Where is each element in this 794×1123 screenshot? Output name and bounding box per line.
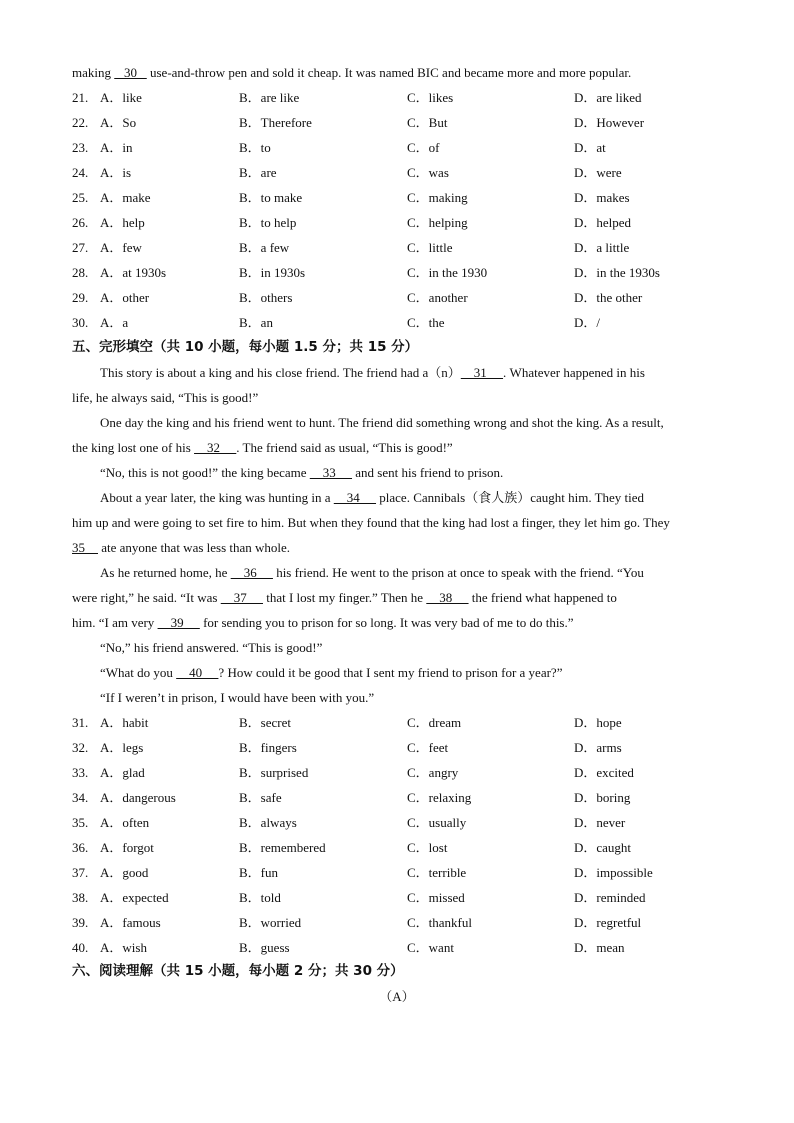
- option-b: B．secret: [239, 715, 291, 730]
- question-number: 29.: [72, 290, 89, 305]
- option-b: B．an: [239, 315, 273, 330]
- option-d: D．mean: [574, 940, 625, 955]
- blank-34: 34: [333, 490, 377, 505]
- option-c: C．relaxing: [407, 790, 472, 805]
- option-b: B．to: [239, 140, 271, 155]
- option-a: A．like: [100, 90, 142, 105]
- paragraph-line: were right,” he said. “It was 37 that I lost my finger.” Then he 38 the friend what happened to: [72, 590, 617, 605]
- option-a: A．at 1930s: [100, 265, 167, 280]
- question-number: 22.: [72, 115, 89, 130]
- option-d: D．excited: [574, 765, 634, 780]
- option-d: D．never: [574, 815, 626, 830]
- passage-label: （A）: [379, 989, 415, 1004]
- option-d: D．caught: [574, 840, 632, 855]
- question-number: 28.: [72, 265, 89, 280]
- option-d: D．impossible: [574, 865, 653, 880]
- option-c: C．in the 1930: [407, 265, 488, 280]
- option-b: B．in 1930s: [239, 265, 306, 280]
- option-a: A．good: [100, 865, 149, 880]
- question-number: 35.: [72, 815, 89, 830]
- option-a: A．famous: [100, 915, 161, 930]
- paragraph-line: “No, this is not good!” the king became 33 and sent his friend to prison.: [100, 465, 504, 480]
- option-a: A．glad: [100, 765, 145, 780]
- option-d: D．arms: [574, 740, 622, 755]
- option-d: D．helped: [574, 215, 632, 230]
- paragraph-line: One day the king and his friend went to hunt. The friend did something wrong and shot the king. As a result,: [100, 415, 664, 430]
- option-c: C．angry: [407, 765, 459, 780]
- question-number: 39.: [72, 915, 89, 930]
- option-a: A．few: [100, 240, 142, 255]
- option-d: D．reminded: [574, 890, 646, 905]
- option-c: C．thankful: [407, 915, 472, 930]
- paragraph-line: This story is about a king and his close friend. The friend had a（n） 31 . Whatever happened in his: [100, 365, 645, 380]
- option-b: B．fun: [239, 865, 279, 880]
- question-number: 32.: [72, 740, 89, 755]
- option-b: B．remembered: [239, 840, 326, 855]
- option-d: D．a little: [574, 240, 630, 255]
- option-d: D．the other: [574, 290, 643, 305]
- option-c: C．missed: [407, 890, 465, 905]
- paragraph-line: life, he always said, “This is good!”: [72, 390, 259, 405]
- question-number: 30.: [72, 315, 89, 330]
- paragraph-line: “No,” his friend answered. “This is good!”: [100, 640, 323, 655]
- option-a: A．So: [100, 115, 137, 130]
- option-b: B．told: [239, 890, 281, 905]
- option-b: B．a few: [239, 240, 290, 255]
- blank-32: 32: [194, 440, 237, 455]
- option-d: D．at: [574, 140, 606, 155]
- blank-38: 38: [426, 590, 469, 605]
- blank-30: 30: [114, 65, 147, 80]
- option-c: C．want: [407, 940, 454, 955]
- question-number: 38.: [72, 890, 89, 905]
- option-a: A．legs: [100, 740, 144, 755]
- paragraph-line: 35 ate anyone that was less than whole.: [72, 540, 291, 555]
- option-d: D．in the 1930s: [574, 265, 660, 280]
- option-c: C．another: [407, 290, 468, 305]
- option-d: D．boring: [574, 790, 631, 805]
- option-c: C．But: [407, 115, 448, 130]
- option-d: D．makes: [574, 190, 630, 205]
- option-d: D．/: [574, 315, 601, 330]
- option-a: A．expected: [100, 890, 169, 905]
- option-d: D．hope: [574, 715, 622, 730]
- option-b: B．Therefore: [239, 115, 312, 130]
- question-number: 34.: [72, 790, 89, 805]
- paragraph-line: him. “I am very 39 for sending you to prison for so long. It was very bad of me to do this.”: [72, 615, 574, 630]
- option-d: D．However: [574, 115, 645, 130]
- option-c: C．was: [407, 165, 449, 180]
- section-5-heading: 五、完形填空（共 10 小题，每小题 1.5 分；共 15 分）: [72, 339, 419, 355]
- question-number: 27.: [72, 240, 89, 255]
- option-b: B．safe: [239, 790, 282, 805]
- option-c: C．likes: [407, 90, 454, 105]
- option-b: B．are like: [239, 90, 300, 105]
- option-b: B．to make: [239, 190, 303, 205]
- option-a: A．wish: [100, 940, 147, 955]
- option-b: B．others: [239, 290, 293, 305]
- blank-37: 37: [220, 590, 263, 605]
- option-c: C．lost: [407, 840, 448, 855]
- paragraph-line: “What do you 40 ? How could it be good that I sent my friend to prison for a year?”: [100, 665, 563, 680]
- option-a: A．make: [100, 190, 151, 205]
- option-c: C．usually: [407, 815, 467, 830]
- option-a: A．in: [100, 140, 133, 155]
- question-number: 33.: [72, 765, 89, 780]
- option-a: A．is: [100, 165, 132, 180]
- option-c: C．terrible: [407, 865, 467, 880]
- option-c: C．the: [407, 315, 445, 330]
- option-a: A．other: [100, 290, 150, 305]
- option-a: A．help: [100, 215, 145, 230]
- question-number: 40.: [72, 940, 89, 955]
- option-c: C．little: [407, 240, 453, 255]
- question-number: 24.: [72, 165, 89, 180]
- option-b: B．worried: [239, 915, 302, 930]
- option-c: C．helping: [407, 215, 468, 230]
- blank-31: 31: [460, 365, 504, 380]
- option-b: B．surprised: [239, 765, 309, 780]
- question-number: 36.: [72, 840, 89, 855]
- option-b: B．to help: [239, 215, 297, 230]
- blank-35: 35: [72, 540, 98, 555]
- paragraph-line: As he returned home, he 36 his friend. He went to the prison at once to speak with the friend. “You: [100, 565, 644, 580]
- option-c: C．of: [407, 140, 440, 155]
- question-number: 37.: [72, 865, 89, 880]
- paragraph-line: the king lost one of his 32 . The friend said as usual, “This is good!”: [72, 440, 453, 455]
- blank-39: 39: [157, 615, 200, 630]
- paragraph-line: “If I weren’t in prison, I would have been with you.”: [100, 690, 375, 705]
- question-number: 26.: [72, 215, 89, 230]
- option-b: B．guess: [239, 940, 290, 955]
- blank-33: 33: [309, 465, 353, 480]
- option-d: D．are liked: [574, 90, 642, 105]
- question-number: 31.: [72, 715, 89, 730]
- question-number: 23.: [72, 140, 89, 155]
- option-c: C．making: [407, 190, 468, 205]
- option-a: A．habit: [100, 715, 149, 730]
- option-a: A．forgot: [100, 840, 154, 855]
- question-number: 21.: [72, 90, 89, 105]
- option-d: D．were: [574, 165, 622, 180]
- option-b: B．are: [239, 165, 277, 180]
- option-c: C．dream: [407, 715, 462, 730]
- option-b: B．fingers: [239, 740, 297, 755]
- question-number: 25.: [72, 190, 89, 205]
- option-b: B．always: [239, 815, 297, 830]
- option-a: A．often: [100, 815, 150, 830]
- option-a: A．a: [100, 315, 129, 330]
- paragraph-line: About a year later, the king was hunting in a 34 place. Cannibals（食人族）caught him. They tied: [100, 490, 645, 505]
- option-a: A．dangerous: [100, 790, 176, 805]
- option-d: D．regretful: [574, 915, 642, 930]
- option-c: C．feet: [407, 740, 449, 755]
- passage-fragment-line: making 30 use-and-throw pen and sold it cheap. It was named BIC and became more and more popular.: [72, 65, 632, 80]
- blank-36: 36: [230, 565, 273, 580]
- paragraph-line: him up and were going to set fire to him. But when they found that the king had lost a finger, they let him go. They: [72, 515, 670, 530]
- blank-40: 40: [176, 665, 219, 680]
- section-6-heading: 六、阅读理解（共 15 小题，每小题 2 分；共 30 分）: [72, 963, 404, 979]
